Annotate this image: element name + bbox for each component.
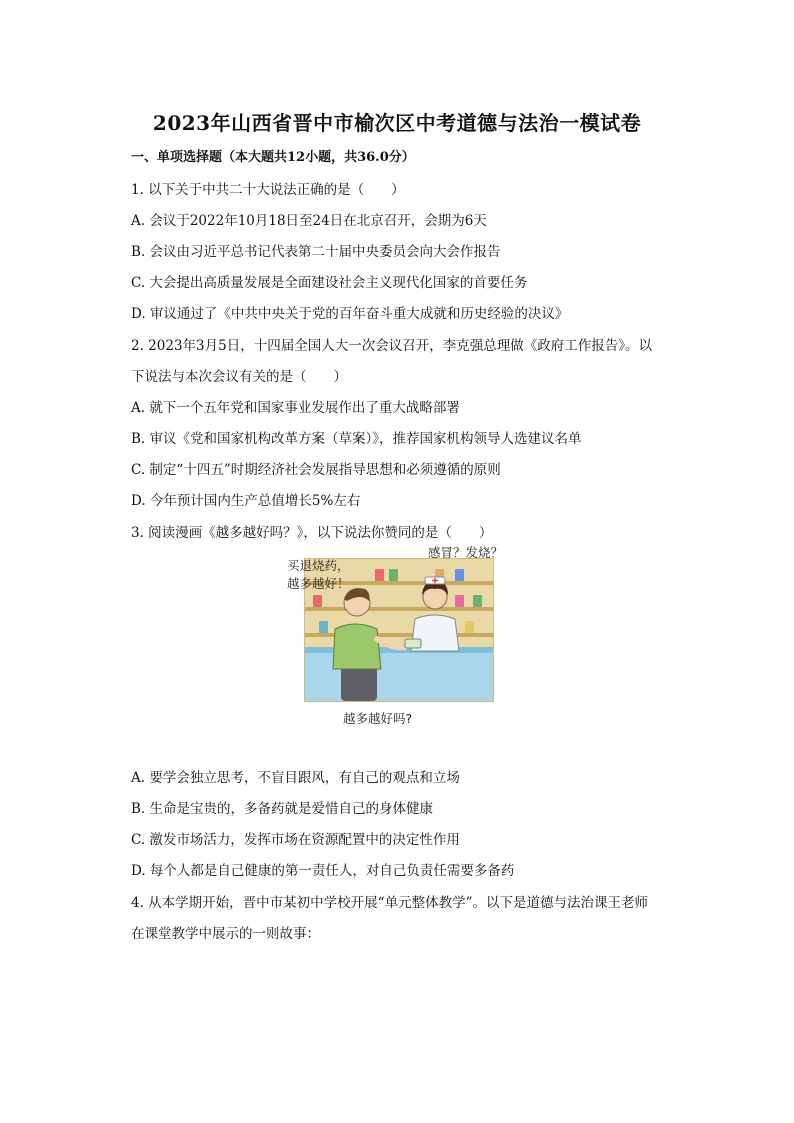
question-2-option-b[interactable]: B. 审议《党和国家机构改革方案（草案）》，推荐国家机构领导人选建议名单: [131, 431, 582, 447]
page-title: 2023年山西省晋中市榆次区中考道德与法治一模试卷: [152, 111, 642, 135]
question-3-option-d[interactable]: D. 每个人都是自己健康的第一责任人，对自己负责任需要多备药: [131, 863, 515, 879]
comic-speech-left-line-1: 买退烧药，: [287, 558, 350, 573]
customer-figure: [333, 588, 405, 701]
question-2-stem-line-2: 下说法与本次会议有关的是（ ）: [131, 369, 347, 385]
section-heading: 一、单项选择题（本大题共12小题，共36.0分）: [131, 150, 415, 165]
question-4-stem-line-1: 4. 从本学期开始，晋中市某初中学校开展“单元整体教学”。以下是道德与法治课王老师: [131, 895, 648, 911]
question-3-option-c[interactable]: C. 激发市场活力，发挥市场在资源配置中的决定性作用: [131, 832, 460, 848]
question-3-stem: 3. 阅读漫画《越多越好吗？》，以下说法你赞同的是（ ）: [131, 525, 493, 541]
question-1-stem: 1. 以下关于中共二十大说法正确的是（ ）: [131, 182, 405, 198]
question-1-option-a[interactable]: A. 会议于2022年10月18日至24日在北京召开，会期为6天: [131, 213, 487, 229]
question-2-option-c[interactable]: C. 制定“十四五”时期经济社会发展指导思想和必须遵循的原则: [131, 462, 501, 478]
question-3-option-b[interactable]: B. 生命是宝贵的，多备药就是爱惜自己的身体健康: [131, 801, 434, 817]
question-3-option-a[interactable]: A. 要学会独立思考，不盲目跟风，有自己的观点和立场: [131, 770, 460, 786]
question-2-option-d[interactable]: D. 今年预计国内生产总值增长5%左右: [131, 493, 361, 509]
question-2-stem-line-1: 2. 2023年3月5日，十四届全国人大一次会议召开，李克强总理做《政府工作报告》。以: [131, 338, 652, 354]
comic-speech-right: 感冒？发烧？: [428, 545, 504, 560]
pharmacist-figure: [405, 577, 459, 651]
question-1-option-d[interactable]: D. 审议通过了《中共中央关于党的百年奋斗重大成就和历史经验的决议》: [131, 306, 569, 322]
question-4-stem-line-2: 在课堂教学中展示的一则故事：: [131, 926, 320, 942]
comic-caption: 越多越好吗?: [343, 711, 413, 726]
question-1-option-c[interactable]: C. 大会提出高质量发展是全面建设社会主义现代化国家的首要任务: [131, 275, 528, 291]
comic-speech-left-line-2: 越多越好！: [287, 576, 350, 591]
question-1-option-b[interactable]: B. 会议由习近平总书记代表第二十届中央委员会向大会作报告: [131, 244, 501, 260]
question-2-option-a[interactable]: A. 就下一个五年党和国家事业发展作出了重大战略部署: [131, 400, 460, 416]
